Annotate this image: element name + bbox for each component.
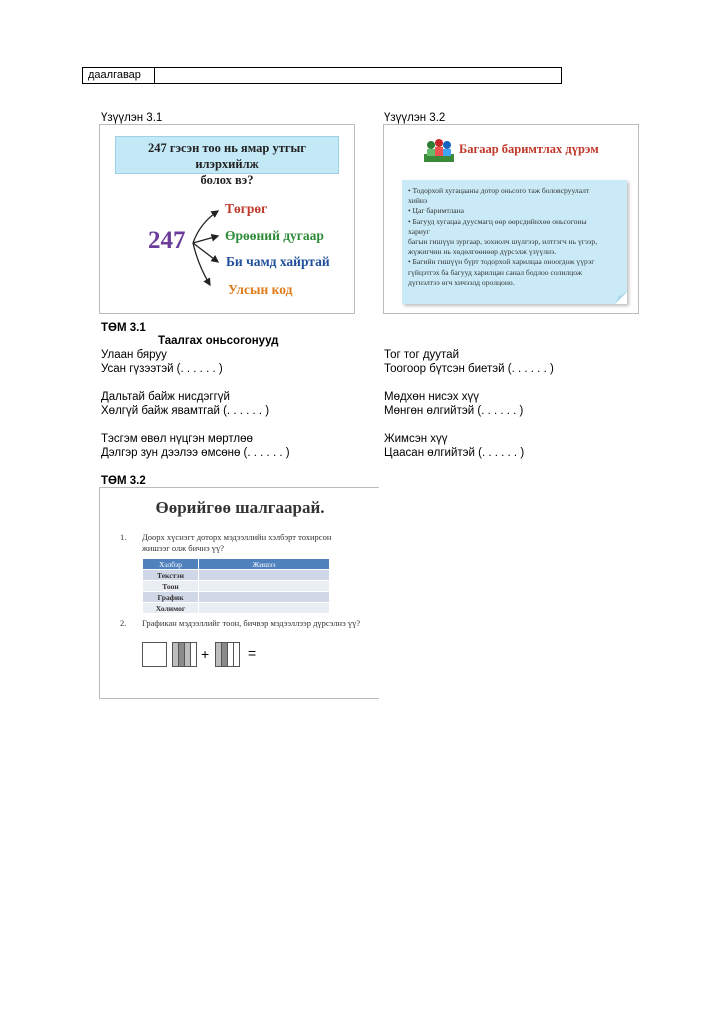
table-header-row — [143, 559, 330, 570]
question-2-number: 2. — [120, 618, 127, 628]
riddle-line: Тоогоор бүтсэн биетэй (. . . . . . ) — [384, 363, 554, 375]
slide-3-1 — [99, 124, 355, 314]
table-row — [143, 581, 330, 592]
tom-3-1-subheading: Таалгах оньсогонууд — [158, 335, 279, 347]
self-check-title: Өөрийгөө шалгаарай. — [155, 498, 325, 517]
question-1-line-1: Доорх хүснэгт доторх мэдээллийн хэлбэрт тохирсон — [142, 532, 332, 542]
figure-caption-3-2: Үзүүлэн 3.2 — [384, 112, 446, 124]
empty-square — [142, 642, 167, 667]
table-row — [143, 603, 330, 614]
arrow-3 — [193, 243, 218, 262]
table-row — [143, 570, 330, 581]
slide-3-2-bullet-line: хийнэ — [408, 196, 428, 206]
header-box — [82, 67, 562, 84]
info-form-table — [142, 558, 330, 614]
slide-3-2-bullet-line: • Тодорхой хугацааны дотор оньсого таж боловсруулалт — [408, 186, 590, 195]
slide-3-2-bullet-line: • Багууд хугацаа дуусмагц өөр өөрсдийнхөө оньсогоны — [408, 216, 587, 226]
page-curl-icon — [615, 292, 627, 304]
slide-3-2-bullet-line: дүгнэлтээ өгч хичээлд оролцоно. — [408, 277, 515, 287]
arrow-2 — [193, 236, 218, 243]
table-header-cell: Жишээ — [199, 559, 330, 570]
riddle-line: Улаан бяруу — [101, 349, 167, 361]
slide-3-2-bullet-line: • Багийн гишүүн бүрт тодорхой харилцаа оноогдож үүрэг — [408, 257, 595, 267]
table-row-label: Тоон — [143, 581, 199, 592]
slide-self-check — [99, 487, 379, 699]
slide-3-2-bullet-line: жүжигчин нь хөдөлгөөнөөр дүрсэлж үзүүлнэ. — [408, 247, 557, 257]
riddle-line: Дэлгэр зун дээлээ өмсөнө (. . . . . . ) — [101, 447, 290, 459]
slide-3-1-title-line-1: 247 гэсэн тоо нь ямар утгыг илэрхийлж — [148, 141, 306, 171]
table-cell-empty[interactable] — [199, 570, 330, 581]
arrow-1 — [193, 211, 218, 243]
question-1-number: 1. — [120, 532, 127, 542]
bar-square-1 — [172, 642, 197, 667]
figure-caption-3-1: Үзүүлэн 3.1 — [101, 112, 163, 124]
question-2-text: Графикан мэдээллийг тоон, бичвэр мэдээллээр дүрсэлнэ үү? — [142, 618, 361, 628]
slide-3-2-bullet-line: багын гишүүн зургаар, зохиолч шүлгээр, илтгэгч нь үгээр, — [408, 237, 598, 247]
riddle-line: Тэсгэм өвөл нүцгэн мөртлөө — [101, 433, 253, 445]
table-header-cell: Хэлбэр — [143, 559, 199, 570]
riddle-line: Жимсэн хүү — [384, 433, 448, 445]
table-row-label: Текстэн — [143, 570, 199, 581]
slide-3-2-bullet-line: хариуг — [408, 226, 430, 236]
slide-3-2-bullet-line: • Цаг баримтлана — [408, 206, 465, 216]
riddle-line: Цаасан өлгийтэй (. . . . . . ) — [384, 447, 525, 459]
slide-3-1-title-line-2: болох вэ? — [200, 173, 254, 187]
slide-3-1-option-2: Өрөөний дугаар — [225, 228, 324, 243]
table-cell-empty[interactable] — [199, 592, 330, 603]
slide-3-1-option-4: Улсын код — [228, 282, 293, 297]
tom-3-2-heading: ТӨМ 3.2 — [101, 475, 146, 487]
slide-3-1-option-1: Төгрөг — [225, 201, 268, 216]
slide-3-1-number: 247 — [148, 227, 186, 254]
equals-sign: = — [248, 645, 257, 661]
riddle-line: Мөдхөн нисэх хүү — [384, 391, 479, 403]
tom-3-1-heading: ТӨМ 3.1 — [101, 322, 146, 334]
bar-square-2 — [215, 642, 240, 667]
slide-3-2 — [383, 124, 639, 314]
table-row — [143, 592, 330, 603]
riddle-line: Мөнгөн өлгийтэй (. . . . . . ) — [384, 405, 524, 417]
slide-3-2-bullets — [408, 186, 623, 288]
header-label: даалгавар — [83, 68, 155, 83]
slide-3-2-note — [402, 180, 627, 304]
riddle-line: Тог тог дуутай — [384, 349, 460, 361]
table-cell-empty[interactable] — [199, 581, 330, 592]
riddle-line: Усан гүзээтэй (. . . . . . ) — [101, 363, 223, 375]
team-people-icon — [424, 138, 454, 164]
plus-sign: + — [201, 646, 210, 662]
question-1-line-2: жишээг олж бичнэ үү? — [142, 543, 224, 553]
table-row-label: График — [143, 592, 199, 603]
slide-3-2-bullet-line: гүйцэтгэх ба багууд харилцан санал бодлоо солилцож — [408, 267, 583, 277]
riddle-line: Дальтай байж нисдэггүй — [101, 391, 230, 403]
slide-3-2-title: Багаар баримтлах дүрэм — [459, 142, 599, 156]
riddle-line: Хөлгүй байж явамтгай (. . . . . . ) — [101, 405, 270, 417]
table-row-label: Холимог — [143, 603, 199, 614]
slide-3-1-option-3: Би чамд хайртай — [226, 254, 330, 269]
table-cell-empty[interactable] — [199, 603, 330, 614]
